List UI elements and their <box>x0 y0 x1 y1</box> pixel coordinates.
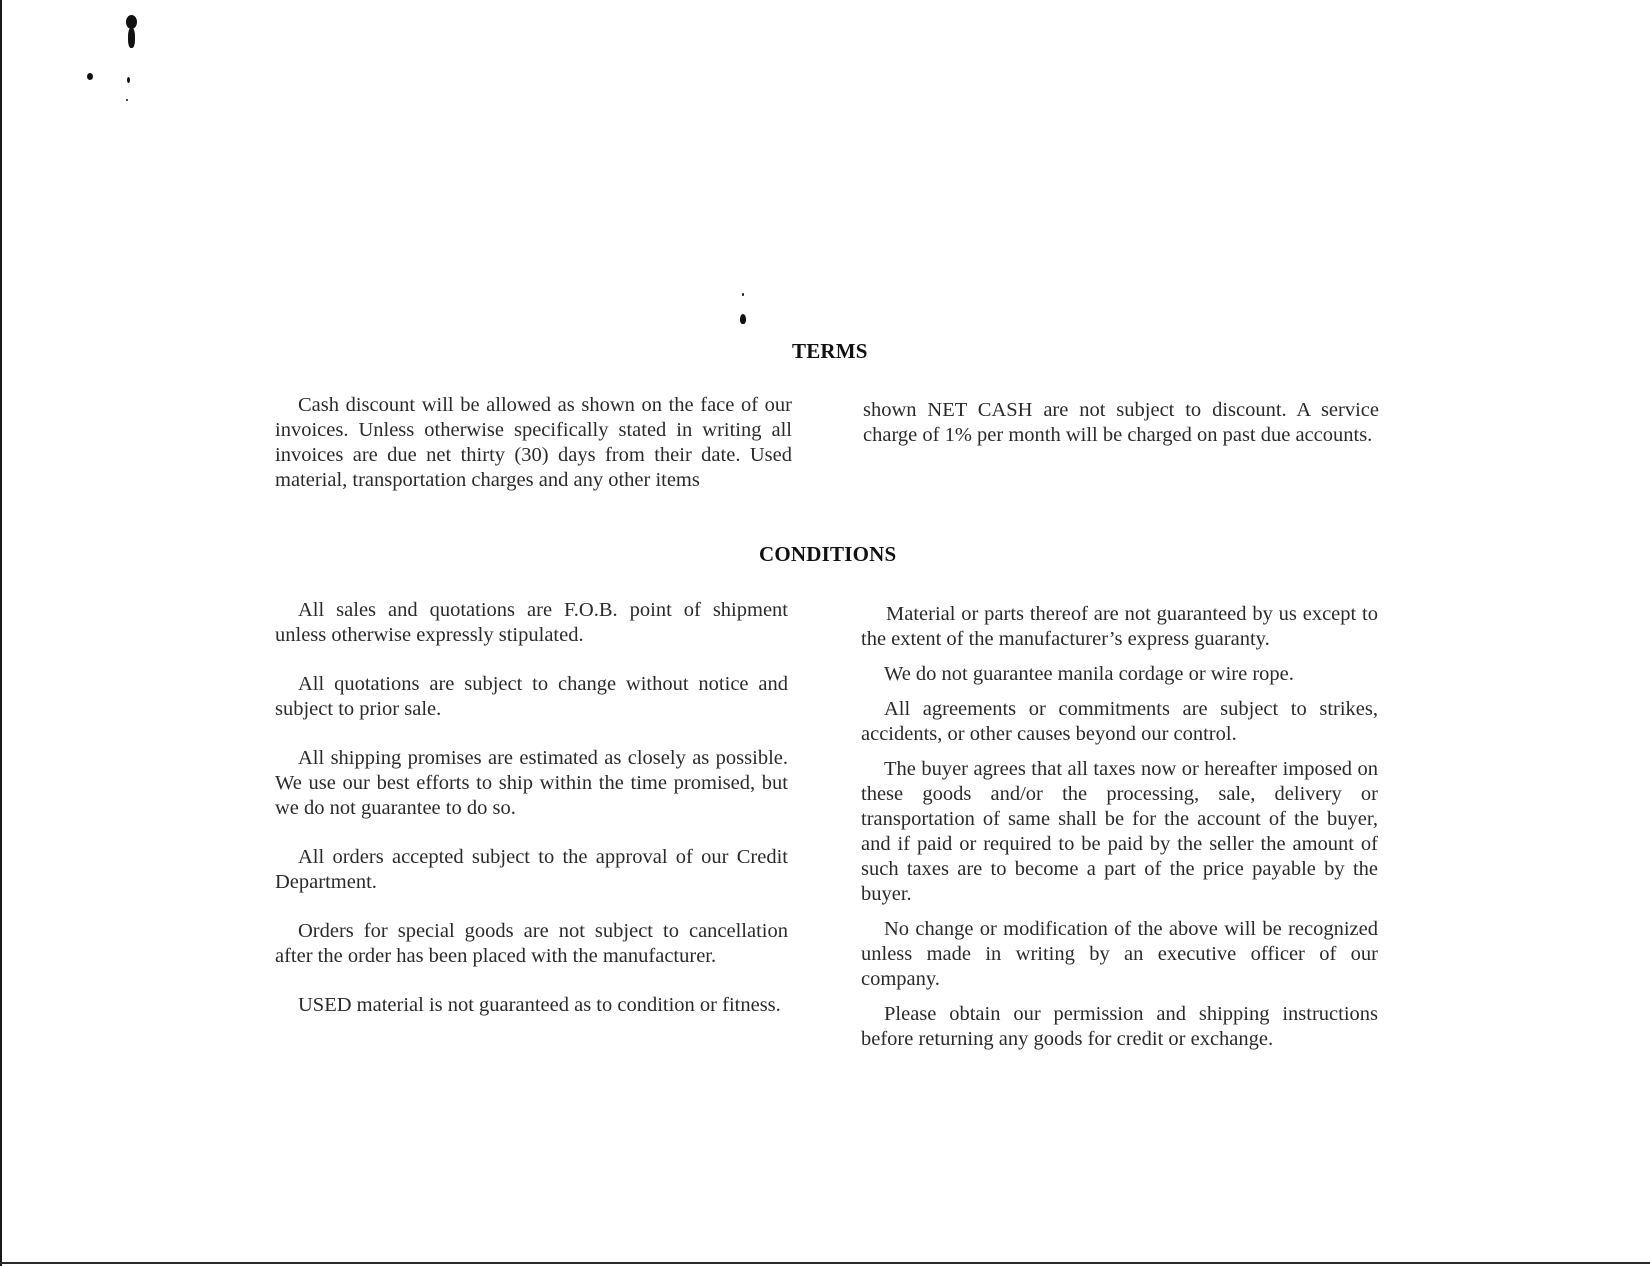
condition-paragraph: No change or modification of the above will be recognized unless made in writing by an executive officer of our company. <box>861 918 1378 990</box>
ink-speck <box>87 73 93 80</box>
terms-left-paragraph: Cash discount will be allowed as shown on the face of our invoices. Unless otherwise specifically stated in writing all invoices are due net thirty (30) days from their date. Used material, transportation charges and any other items <box>275 394 792 491</box>
condition-paragraph: All orders accepted subject to the approval of our Credit Department. <box>275 846 788 893</box>
ink-speck <box>740 314 746 324</box>
page-bottom-edge <box>0 1262 1650 1264</box>
condition-paragraph: Orders for special goods are not subject to cancellation after the order has been placed with the manufacturer. <box>275 920 788 967</box>
terms-heading: TERMS <box>792 339 868 363</box>
ink-speck <box>126 15 137 29</box>
ink-speck <box>128 28 135 48</box>
conditions-right-column <box>861 602 1378 1052</box>
condition-paragraph: Material or parts thereof are not guaranteed by us except to the extent of the manufacturer’s express guaranty. <box>861 603 1378 650</box>
conditions-left-column <box>275 598 788 1018</box>
ink-speck <box>127 77 130 83</box>
ink-speck <box>742 293 744 296</box>
condition-paragraph: We do not guarantee manila cordage or wire rope. <box>884 663 1294 685</box>
condition-paragraph: The buyer agrees that all taxes now or hereafter imposed on these goods and/or the processing, sale, delivery or transportation of same shall be for the account of the buyer, and if paid or required to be paid by the seller the amount of such taxes are to become a part of the price payable by the buyer. <box>861 758 1378 905</box>
ink-speck <box>126 99 128 101</box>
condition-paragraph: All sales and quotations are F.O.B. point of shipment unless otherwise expressly stipulated. <box>275 599 788 646</box>
condition-paragraph: All quotations are subject to change without notice and subject to prior sale. <box>275 673 788 720</box>
terms-right-column <box>863 398 1379 448</box>
page-left-edge <box>0 0 2 1266</box>
condition-paragraph: All agreements or commitments are subject to strikes, accidents, or other causes beyond our control. <box>861 698 1378 745</box>
conditions-heading: CONDITIONS <box>759 542 897 566</box>
terms-left-column <box>275 393 792 493</box>
condition-paragraph: USED material is not guaranteed as to condition or fitness. <box>298 994 781 1016</box>
condition-paragraph: Please obtain our permission and shipping instructions before returning any goods for credit or exchange. <box>861 1003 1378 1050</box>
condition-paragraph: All shipping promises are estimated as closely as possible. We use our best efforts to ship within the time promised, but we do not guarantee to do so. <box>275 747 788 819</box>
terms-right-paragraph: shown NET CASH are not subject to discount. A service charge of 1% per month will be charged on past due accounts. <box>863 399 1379 446</box>
